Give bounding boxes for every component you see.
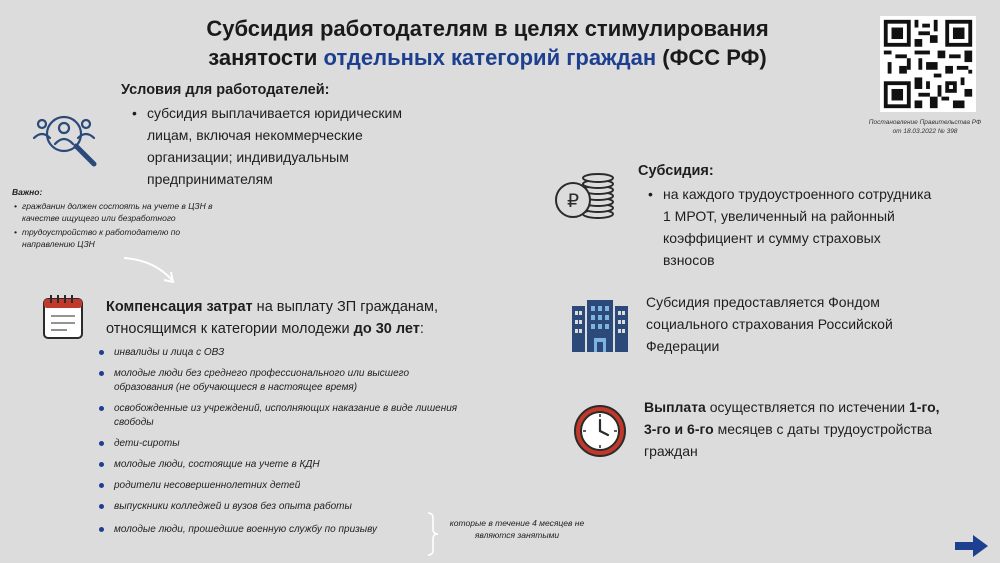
important-label: Важно:: [12, 187, 43, 197]
category-item: молодые люди, состоящие на учете в КДН: [97, 458, 467, 472]
subsidy-list: [646, 183, 936, 271]
subsidy-heading: Субсидия:: [638, 163, 714, 179]
payment-bold-2: 1-го, 3-го и 6-го: [644, 399, 940, 437]
qr-code[interactable]: [880, 16, 976, 112]
category-item: родители несовершеннолетних детей: [97, 479, 467, 493]
compensation-bold-2: до 30 лет: [353, 321, 420, 337]
fss-text: Субсидия предоставляется Фондом социального страхования Российской Федерации: [646, 294, 893, 354]
qr-caption: [850, 118, 1000, 136]
categories-list: [97, 346, 467, 544]
brace-note: которые в течение 4 месяцев не являются занятыми: [449, 518, 585, 540]
person-search-icon: [28, 104, 100, 172]
category-item: инвалиды и лица с ОВЗ: [97, 346, 467, 360]
important-list: [12, 200, 222, 250]
title-line-2-suffix: (ФСС РФ): [656, 45, 767, 70]
ruble-coins-icon: [554, 170, 616, 220]
payment-text-1: осуществляется по истечении: [705, 399, 910, 415]
qr-caption-line-1: Постановление Правительства РФ: [868, 119, 982, 126]
category-item: освобожденные из учреждений, исполняющих наказание в виде лишения свободы: [97, 402, 467, 430]
important-note: [12, 186, 222, 252]
brace-icon: [426, 512, 440, 556]
qr-caption-line-2: от 18.03.2022 № 398: [892, 128, 958, 135]
building-icon: [570, 300, 630, 352]
category-item: выпускники колледжей и вузов без опыта работы: [97, 500, 467, 514]
conditions-list: [130, 102, 420, 190]
title-line-2-prefix: занятости: [208, 45, 324, 70]
compensation-text-2: :: [419, 321, 424, 337]
clock-icon: [573, 404, 627, 458]
calendar-icon: [42, 294, 84, 340]
important-item: • трудоустройство к работодателю по направлению ЦЗН: [12, 226, 222, 250]
arrow-right-icon[interactable]: [955, 535, 988, 557]
conditions-item: • субсидия выплачивается юридическим лицам, включая некоммерческие организации; индивидуальным предпринимателям: [130, 102, 420, 190]
page-title: [150, 14, 825, 72]
compensation-text-1: на выплату ЗП гражданам, относящимся к категории молодежи: [106, 299, 438, 337]
important-item: • гражданин должен состоять на учете в ЦЗН в качестве ищущего или безработного: [12, 200, 222, 224]
category-item: дети-сироты: [97, 437, 467, 451]
title-line-2: [150, 43, 825, 72]
compensation-bold-1: Компенсация затрат: [106, 299, 253, 315]
subsidy-item: • на каждого трудоустроенного сотрудника 1 МРОТ, увеличенный на районный коэффициент и сумму страховых взносов: [646, 183, 936, 271]
conditions-heading: Условия для работодателей:: [121, 82, 330, 98]
category-item: молодые люди, прошедшие военную службу по призыву: [97, 523, 467, 537]
title-accent: отдельных категорий граждан: [323, 45, 657, 70]
curved-arrow-icon: [120, 252, 180, 288]
svg-text:₽: ₽: [566, 190, 580, 212]
payment-text: [644, 396, 944, 462]
category-item: молодые люди без среднего профессионального или высшего образования (не обучающиеся в настоящее время): [97, 367, 467, 395]
title-line-1: Субсидия работодателям в целях стимулирования: [206, 16, 769, 41]
payment-text-2: месяцев с даты трудоустройства граждан: [644, 421, 932, 459]
payment-bold-1: Выплата: [644, 399, 706, 415]
compensation-title: [106, 296, 466, 340]
